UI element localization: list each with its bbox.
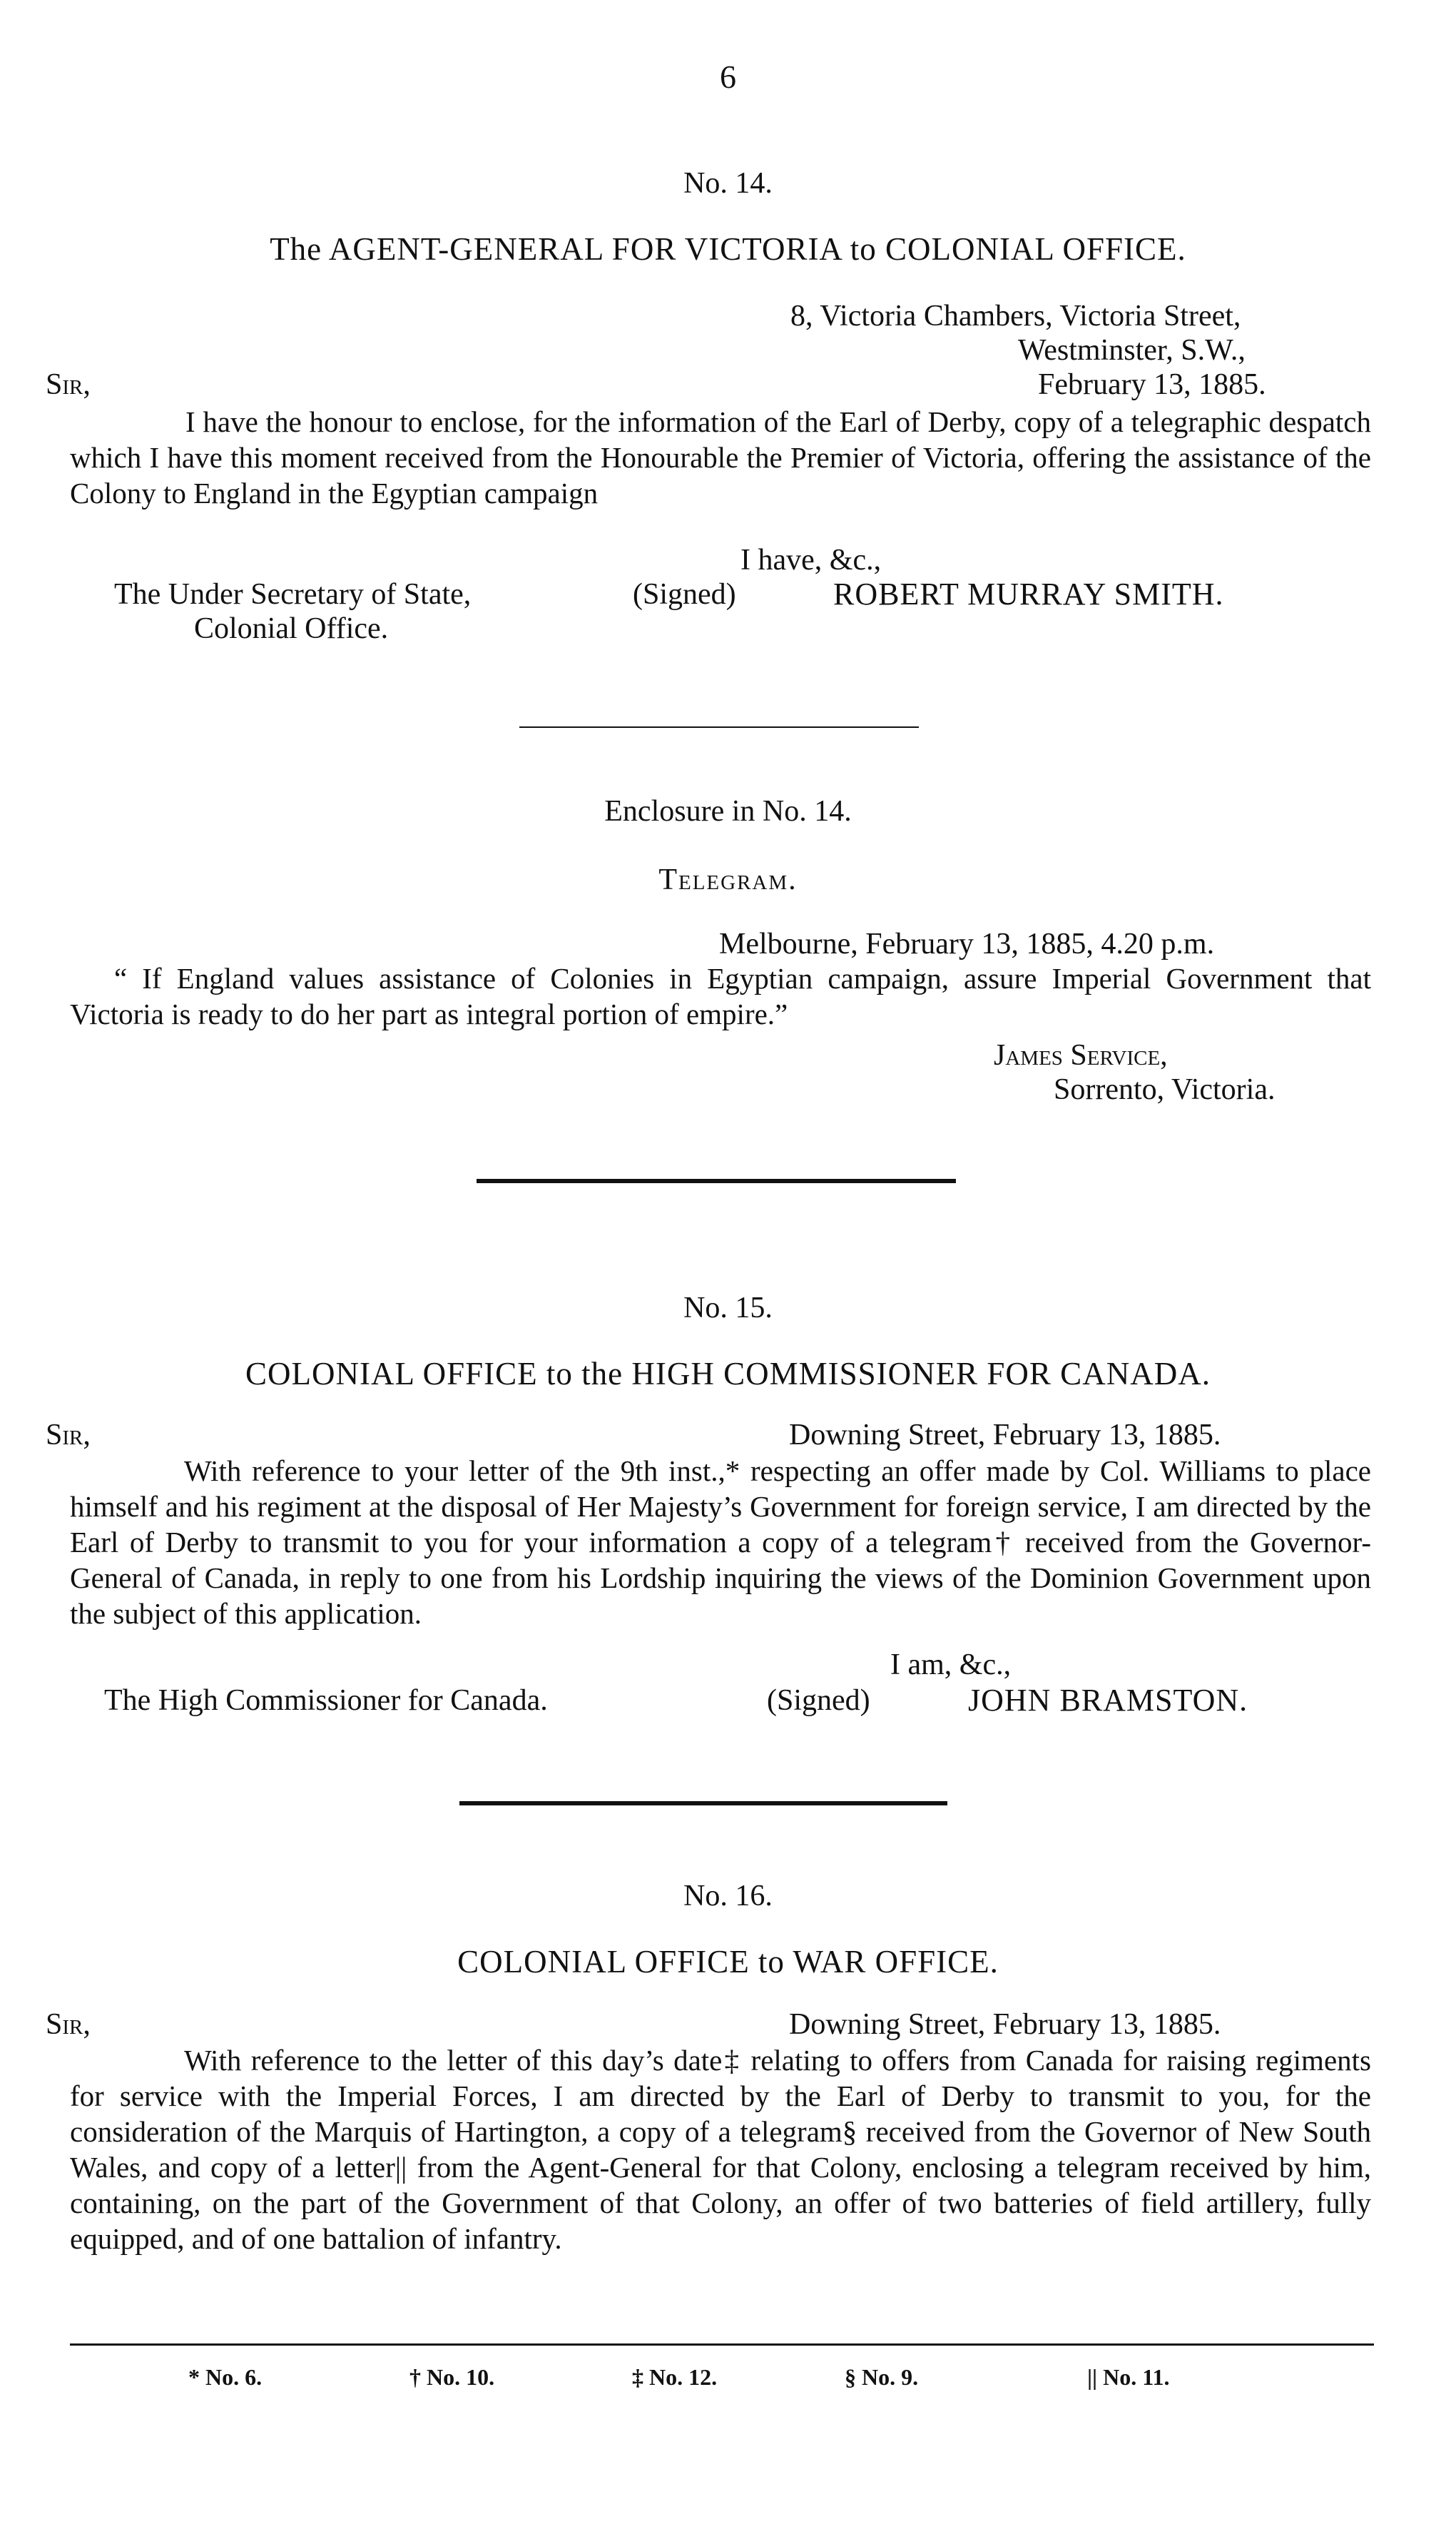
no15-body: With reference to your letter of the 9th inst.,* respecting an offer made by Col. Williams to place himself and his regiment at the disposal of Her Majesty’s Government for foreign service, I am directed by the Earl of Derby to transmit to you for your information a copy of a telegram† received from the Governor-General of Canada, in reply to one from his Lordship inquiring the views of the Dominion Government upon the subject of this application. xyxy=(70,1454,1371,1631)
footnote-5: || No. 11. xyxy=(1087,2364,1170,2390)
footnote-2: † No. 10. xyxy=(409,2364,495,2390)
no14-address-line1: 8, Victoria Chambers, Victoria Street, xyxy=(790,300,1241,333)
section-divider-heavy xyxy=(459,1801,947,1805)
no14-date: February 13, 1885. xyxy=(1038,368,1266,401)
no15-date: Downing Street, February 13, 1885. xyxy=(789,1419,1221,1451)
enclosure14-body: “ If England values assistance of Colonies in Egyptian campaign, assure Imperial Government that Victoria is ready to do her part as integral portion of empire.” xyxy=(70,962,1371,1031)
no16-heading: No. 16. xyxy=(683,1880,773,1912)
no14-salutation: Sir, xyxy=(46,368,91,401)
no16-body: With reference to the letter of this day’s date‡ relating to offers from Canada for raising regiments for service with the Imperial Forces, I am directed by the Earl of Derby to transmit to you, for the consideration of the Marquis of Hartington, a copy of a telegram§ received from the Governor of New South Wales, and copy of a letter|| from the Agent-General for that Colony, enclosing a telegram received by him, containing, on the part of the Government of that Colony, an offer of two batteries of field artillery, fully equipped, and of one battalion of infantry. xyxy=(70,2044,1371,2256)
enclosure14-signatory: James Service, xyxy=(994,1039,1168,1072)
no16-date: Downing Street, February 13, 1885. xyxy=(789,2008,1221,2041)
footnote-4: § No. 9. xyxy=(845,2364,919,2390)
no16-title: COLONIAL OFFICE to WAR OFFICE. xyxy=(457,1944,999,1980)
enclosure14-heading: Enclosure in No. 14. xyxy=(604,795,852,828)
section-divider-heavy xyxy=(477,1179,956,1183)
enclosure14-type: Telegram. xyxy=(658,863,798,896)
page-number: 6 xyxy=(720,59,736,95)
no15-signed: (Signed) xyxy=(767,1684,870,1717)
no15-heading: No. 15. xyxy=(683,1292,773,1324)
footnote-rule xyxy=(70,2343,1374,2346)
no14-title: The AGENT-GENERAL FOR VICTORIA to COLONIAL OFFICE. xyxy=(270,231,1186,267)
no15-signature: JOHN BRAMSTON. xyxy=(968,1683,1248,1718)
no15-title: COLONIAL OFFICE to the HIGH COMMISSIONER FOR CANADA. xyxy=(245,1356,1211,1392)
no14-addressee-line2: Colonial Office. xyxy=(194,612,389,645)
section-divider xyxy=(519,726,919,728)
no14-signature: ROBERT MURRAY SMITH. xyxy=(833,577,1224,612)
no15-addressee: The High Commissioner for Canada. xyxy=(104,1684,548,1717)
no16-salutation: Sir, xyxy=(46,2008,91,2041)
no14-body: I have the honour to enclose, for the information of the Earl of Derby, copy of a telegraphic despatch which I have this moment received from the Honourable the Premier of Victoria, offering the assistance of the Colony to England in the Egyptian campaign xyxy=(70,405,1371,510)
no15-salutation: Sir, xyxy=(46,1419,91,1451)
no14-addressee-line1: The Under Secretary of State, xyxy=(114,578,472,611)
no15-closing: I am, &c., xyxy=(890,1648,1012,1681)
footnote-3: ‡ No. 12. xyxy=(632,2364,718,2390)
footnote-1: * No. 6. xyxy=(188,2364,263,2390)
enclosure14-signatory-place: Sorrento, Victoria. xyxy=(1054,1073,1276,1106)
no14-closing: I have, &c., xyxy=(740,544,882,577)
enclosure14-place-date: Melbourne, February 13, 1885, 4.20 p.m. xyxy=(719,928,1215,961)
no14-signed: (Signed) xyxy=(633,578,736,611)
no14-heading: No. 14. xyxy=(683,167,773,200)
no14-address-line2: Westminster, S.W., xyxy=(1018,334,1246,367)
